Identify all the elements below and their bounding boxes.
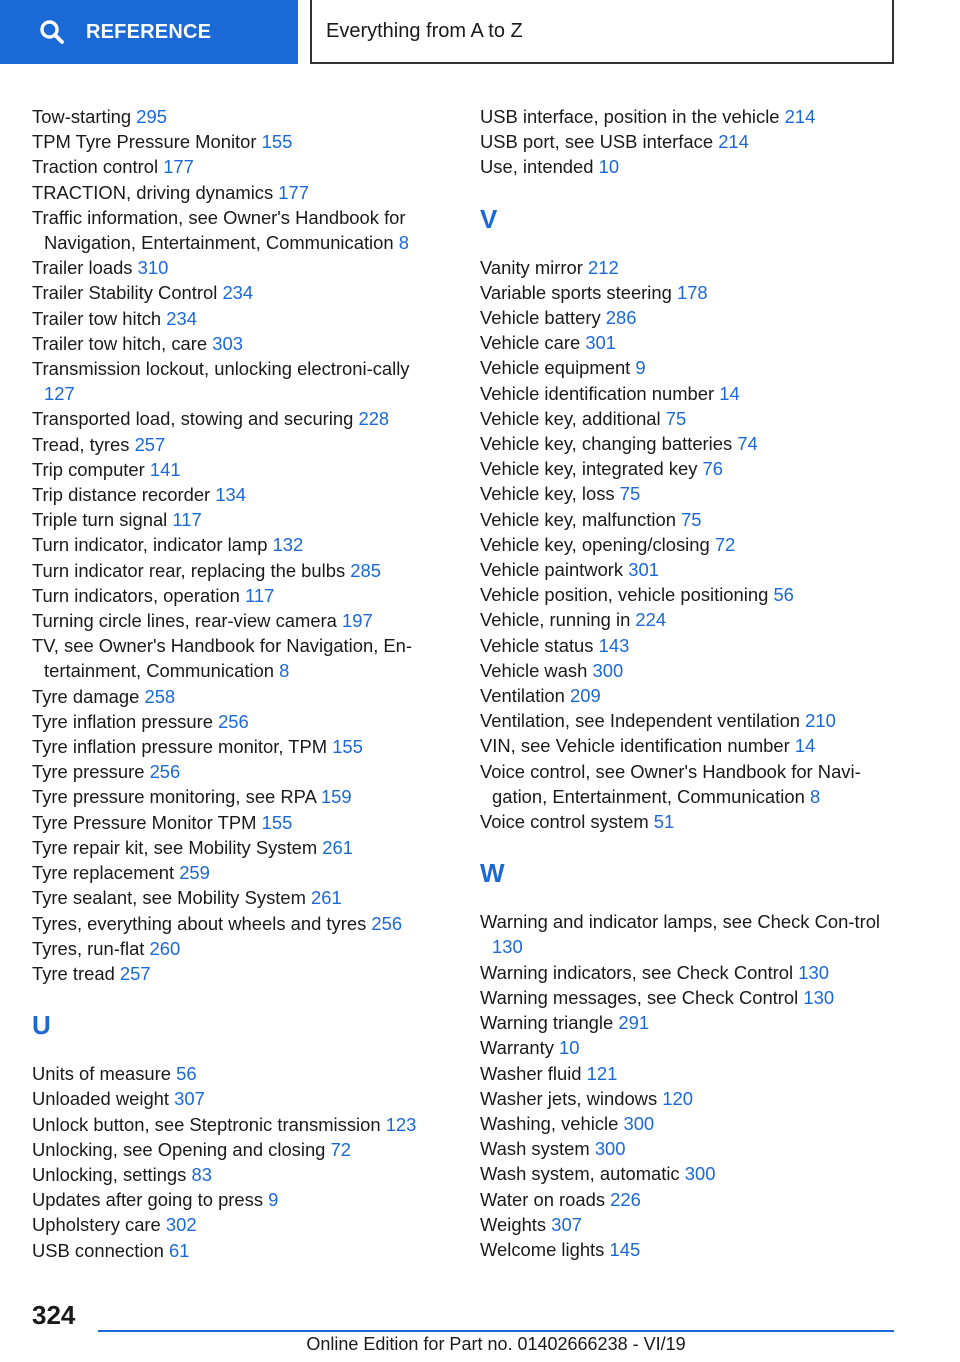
index-entry-text: Unlocking, see Opening and closing — [32, 1138, 326, 1160]
index-entry-text: Trip computer — [32, 458, 145, 480]
index-column-left — [32, 104, 442, 1263]
page-reference-link[interactable]: 295 — [136, 106, 167, 127]
index-entry — [32, 180, 442, 205]
page-reference-link[interactable]: 72 — [714, 533, 736, 555]
index-entry — [480, 809, 900, 834]
index-entry-text: Vehicle key, integrated key — [480, 458, 698, 480]
index-entry — [480, 355, 900, 380]
page-reference-link[interactable]: 301 — [585, 332, 616, 354]
index-entry — [32, 709, 442, 734]
index-entry-text: Tyre pressure — [32, 761, 145, 783]
page-reference-link[interactable]: 10 — [598, 156, 620, 178]
page-reference-link[interactable]: 130 — [798, 961, 829, 983]
page-reference-link[interactable]: 134 — [215, 484, 246, 506]
index-entry — [480, 1136, 900, 1161]
index-entry-text: Triple turn signal — [32, 509, 168, 531]
page-reference-link[interactable]: 257 — [119, 962, 151, 984]
page-reference-link[interactable]: 214 — [784, 106, 816, 127]
page-reference-link[interactable]: 212 — [588, 256, 619, 278]
index-entry — [32, 1137, 442, 1162]
index-entry — [32, 1212, 442, 1237]
index-entry — [32, 835, 442, 860]
footer-divider — [98, 1330, 894, 1332]
index-entry — [32, 911, 442, 936]
index-entry — [480, 1010, 900, 1035]
index-entry — [32, 1187, 442, 1212]
page-reference-link[interactable]: 303 — [212, 332, 243, 354]
index-entry — [480, 960, 900, 985]
page-reference-link[interactable]: 155 — [261, 131, 293, 153]
index-entry-text: Tyre sealant, see Mobility System — [32, 887, 306, 909]
index-entry — [480, 255, 900, 280]
index-entry — [480, 1086, 900, 1111]
page-reference-link[interactable]: 76 — [702, 458, 724, 480]
page-reference-link[interactable]: 83 — [191, 1163, 212, 1185]
index-entry-text: Wash system — [480, 1138, 590, 1160]
section-label: REFERENCE — [86, 20, 212, 43]
index-entry-text: Trip distance recorder — [32, 484, 211, 506]
page-reference-link[interactable]: 307 — [551, 1213, 582, 1235]
index-entry — [32, 129, 442, 154]
page-reference-link[interactable]: 256 — [218, 710, 249, 732]
index-entry-text: Tow-starting — [32, 106, 132, 127]
index-entry-text: Units of measure — [32, 1063, 172, 1085]
page-reference-link[interactable]: 300 — [592, 659, 624, 681]
index-entry-text: Warning triangle — [480, 1012, 614, 1034]
index-entry — [480, 481, 900, 506]
index-entry — [32, 1112, 442, 1137]
index-entry — [480, 633, 900, 658]
index-entry-text: Warning messages, see Check Control — [480, 986, 799, 1008]
index-entry — [480, 431, 900, 456]
chapter-title — [310, 0, 894, 64]
index-entry-text: Washing, vehicle — [480, 1112, 619, 1134]
index-entry — [32, 507, 442, 532]
page-reference-link[interactable]: 117 — [172, 509, 202, 531]
index-entry-text: Unlocking, settings — [32, 1163, 187, 1185]
index-entry — [480, 381, 900, 406]
index-letter-heading: U — [32, 1010, 51, 1041]
index-entry — [480, 759, 900, 809]
index-entry-text: Unlock button, see Steptronic transmission — [32, 1113, 381, 1135]
page-reference-link[interactable]: 177 — [278, 181, 309, 203]
section-tab[interactable] — [0, 0, 298, 64]
index-entry-text: USB interface, position in the vehicle — [480, 106, 780, 127]
page-reference-link[interactable]: 14 — [794, 735, 816, 757]
index-entry-text: Tyre repair kit, see Mobility System — [32, 836, 318, 858]
page-reference-link[interactable]: 75 — [665, 407, 687, 429]
page-reference-link[interactable]: 310 — [137, 257, 169, 279]
index-entry-text: Vehicle wash — [480, 659, 588, 681]
page-reference-link[interactable]: 75 — [681, 508, 702, 530]
page-reference-link[interactable]: 226 — [610, 1188, 641, 1210]
index-entry — [480, 406, 900, 431]
index-entry-text: Vehicle status — [480, 634, 594, 656]
index-entry — [480, 1061, 900, 1086]
index-entry-text: Tread, tyres — [32, 433, 130, 455]
page-reference-link[interactable]: 260 — [149, 937, 181, 959]
index-entry-text: Voice control system — [480, 811, 649, 833]
edition-note: Online Edition for Part no. 01402666238 - VI/19 — [306, 1334, 686, 1354]
index-entry-text: Trailer tow hitch, care — [32, 332, 208, 354]
index-entry — [480, 507, 900, 532]
index-entry — [480, 456, 900, 481]
page-reference-link[interactable]: 56 — [176, 1063, 197, 1085]
index-entry — [480, 582, 900, 607]
index-letter-heading: W — [480, 858, 505, 889]
index-entry-text: Tyre inflation pressure monitor, TPM — [32, 736, 328, 758]
index-entry-text: Upholstery care — [32, 1214, 161, 1236]
index-entry — [480, 557, 900, 582]
index-entry — [480, 1035, 900, 1060]
index-entry — [32, 558, 442, 583]
index-entry — [480, 909, 900, 959]
index-entry — [480, 1111, 900, 1136]
index-entry-text: Vehicle paintwork — [480, 559, 624, 581]
page-reference-link[interactable]: 261 — [322, 836, 353, 858]
page-reference-link[interactable]: 285 — [350, 559, 381, 581]
index-entry-text: Ventilation — [480, 685, 565, 707]
page-reference-link[interactable]: 9 — [268, 1189, 279, 1211]
index-entry-text: Vehicle position, vehicle positioning — [480, 584, 769, 606]
index-entry-text: Weights — [480, 1213, 547, 1235]
index-entry — [32, 306, 442, 331]
index-entry — [480, 708, 900, 733]
index-entry — [480, 683, 900, 708]
page-reference-link[interactable]: 178 — [676, 281, 708, 303]
index-entry — [480, 733, 900, 758]
page-reference-link[interactable]: 9 — [635, 357, 646, 379]
index-entry-text: Washer fluid — [480, 1062, 582, 1084]
page-reference-link[interactable]: 143 — [598, 634, 630, 656]
index-entry — [480, 985, 900, 1010]
index-entry — [32, 280, 442, 305]
index-entry-text: Tyre pressure monitoring, see RPA — [32, 786, 316, 808]
index-entry-text: Washer jets, windows — [480, 1087, 658, 1109]
search-icon — [38, 18, 66, 46]
index-entry-text: Warning and indicator lamps, see Check Con-trol — [480, 911, 881, 933]
page-reference-link[interactable]: 234 — [222, 282, 254, 304]
index-entry — [480, 129, 900, 154]
index-letter-heading: V — [480, 203, 498, 234]
index-entry — [32, 684, 442, 709]
index-entry — [32, 406, 442, 431]
index-entry-text: TPM Tyre Pressure Monitor — [32, 131, 257, 153]
page-reference-link[interactable]: 155 — [332, 736, 363, 758]
page-reference-link[interactable]: 72 — [330, 1138, 352, 1160]
index-entry — [32, 205, 442, 255]
page-reference-link[interactable]: 302 — [165, 1214, 197, 1236]
page-reference-link[interactable]: 127 — [44, 383, 75, 405]
page-reference-link[interactable]: 300 — [623, 1112, 655, 1134]
index-entry — [32, 608, 442, 633]
index-entry-text: Unloaded weight — [32, 1088, 170, 1110]
index-entry-text: Transported load, stowing and securing — [32, 408, 354, 430]
index-entry-text: Vehicle care — [480, 332, 581, 354]
index-entry — [32, 1086, 442, 1111]
page-reference-link[interactable]: 300 — [594, 1138, 626, 1160]
page-reference-link[interactable]: 120 — [662, 1087, 693, 1109]
index-entry-text: Vehicle key, opening/closing — [480, 533, 710, 555]
page-reference-link[interactable]: 117 — [244, 584, 275, 606]
index-entry — [480, 1212, 900, 1237]
index-entry-text: Voice control, see Owner's Handbook for Navi-gation, Entertainment, Communication — [480, 760, 861, 807]
index-entry-text: Vehicle battery — [480, 307, 601, 329]
index-entry — [480, 154, 900, 179]
index-entry — [480, 1237, 900, 1262]
page-reference-link[interactable]: 224 — [635, 609, 667, 631]
index-entry-text: Turn indicators, operation — [32, 584, 240, 606]
index-entry-text: Variable sports steering — [480, 281, 672, 303]
page-reference-link[interactable]: 209 — [570, 685, 601, 707]
index-entry — [32, 961, 442, 986]
index-entry — [32, 936, 442, 961]
index-entry-text: Traction control — [32, 156, 159, 178]
page-reference-link[interactable]: 8 — [279, 660, 290, 682]
index-entry — [480, 607, 900, 632]
index-entry — [32, 633, 442, 683]
index-entry-text: Tyre Pressure Monitor TPM — [32, 811, 257, 833]
page-reference-link[interactable]: 75 — [619, 483, 641, 505]
index-entry-text: Tyres, everything about wheels and tyres — [32, 912, 367, 934]
index-entry-text: Tyres, run-flat — [32, 937, 145, 959]
index-entry — [32, 432, 442, 457]
index-entry-text: Vehicle key, loss — [480, 483, 615, 505]
index-entry-text: Tyre inflation pressure — [32, 710, 213, 732]
page-reference-link[interactable]: 61 — [169, 1239, 190, 1261]
page-reference-link[interactable]: 132 — [272, 534, 304, 556]
page-reference-link[interactable]: 145 — [609, 1238, 641, 1260]
index-entry — [32, 331, 442, 356]
index-entry-text: Warranty — [480, 1037, 554, 1059]
page-reference-link[interactable]: 8 — [398, 232, 409, 254]
index-entry-text: Vehicle key, changing batteries — [480, 433, 733, 455]
index-entry-text: Use, intended — [480, 156, 594, 178]
page-reference-link[interactable]: 177 — [163, 156, 194, 178]
index-entry-text: Vehicle identification number — [480, 382, 715, 404]
index-entry-text: Welcome lights — [480, 1238, 605, 1260]
index-entry-text: Tyre tread — [32, 962, 115, 984]
page-reference-link[interactable]: 56 — [773, 584, 794, 606]
index-entry-text: Turn indicator, indicator lamp — [32, 534, 268, 556]
page-reference-link[interactable]: 256 — [371, 912, 403, 934]
index-entry-text: Trailer Stability Control — [32, 282, 218, 304]
page-reference-link[interactable]: 286 — [605, 307, 637, 329]
page-reference-link[interactable]: 197 — [342, 610, 373, 632]
index-entry-text: Tyre replacement — [32, 862, 175, 884]
index-entry-text: Transmission lockout, unlocking electroni-cally — [32, 358, 410, 380]
index-entry-text: TRACTION, driving dynamics — [32, 181, 274, 203]
index-entry-text: Updates after going to press — [32, 1189, 264, 1211]
page-reference-link[interactable]: 291 — [618, 1012, 650, 1034]
page-reference-link[interactable]: 130 — [492, 936, 523, 958]
index-entry-text: Trailer tow hitch — [32, 307, 162, 329]
index-entry — [32, 356, 442, 406]
page-reference-link[interactable]: 141 — [149, 458, 181, 480]
index-entry — [480, 280, 900, 305]
page-reference-link[interactable]: 256 — [149, 761, 181, 783]
index-entry — [32, 532, 442, 557]
index-entry — [32, 759, 442, 784]
index-entry-text: Vehicle equipment — [480, 357, 631, 379]
index-entry — [32, 583, 442, 608]
index-entry — [32, 1061, 442, 1086]
page-reference-link[interactable]: 301 — [628, 559, 659, 581]
index-entry — [32, 860, 442, 885]
page-number: 324 — [32, 1300, 76, 1330]
page-reference-link[interactable]: 159 — [320, 786, 352, 808]
page-reference-link[interactable]: 74 — [737, 433, 758, 455]
index-entry-text: Traffic information, see Owner's Handbook for Navigation, Entertainment, Communication — [32, 206, 406, 254]
index-entry-text: USB connection — [32, 1239, 164, 1261]
page-reference-link[interactable]: 228 — [358, 408, 390, 430]
index-entry-text: Ventilation, see Independent ventilation — [480, 710, 801, 732]
page-reference-link[interactable]: 130 — [803, 986, 835, 1008]
index-entry — [480, 104, 900, 129]
page-reference-link[interactable]: 8 — [809, 785, 821, 807]
index-entry-text: Vanity mirror — [480, 256, 583, 278]
index-entry-text: Turning circle lines, rear-view camera — [32, 610, 337, 632]
page-reference-link[interactable]: 155 — [261, 811, 293, 833]
index-entry — [32, 104, 442, 129]
index-entry — [32, 482, 442, 507]
page-reference-link[interactable]: 121 — [586, 1062, 618, 1084]
index-entry-text: Trailer loads — [32, 257, 133, 279]
page-reference-link[interactable]: 214 — [718, 131, 749, 153]
index-entry — [32, 154, 442, 179]
index-entry — [32, 1238, 442, 1263]
page-reference-link[interactable]: 259 — [179, 862, 210, 884]
index-entry — [32, 457, 442, 482]
page-reference-link[interactable]: 210 — [805, 710, 836, 732]
chapter-title-text: Everything from A to Z — [326, 19, 523, 42]
index-entry-text: Vehicle, running in — [480, 609, 631, 631]
index-entry-text: Tyre damage — [32, 685, 140, 707]
index-entry — [480, 1187, 900, 1212]
page-reference-link[interactable]: 257 — [134, 433, 166, 455]
index-entry — [32, 810, 442, 835]
index-entry — [32, 1162, 442, 1187]
index-entry — [480, 532, 900, 557]
index-entry — [32, 885, 442, 910]
page-reference-link[interactable]: 261 — [311, 887, 342, 909]
page-reference-link[interactable]: 300 — [684, 1163, 716, 1185]
index-entry-text: Warning indicators, see Check Control — [480, 961, 794, 983]
page-reference-link[interactable]: 234 — [166, 307, 197, 329]
index-entry-text: TV, see Owner's Handbook for Navigation, En-tertainment, Communication — [32, 635, 413, 682]
index-entry-text: Turn indicator rear, replacing the bulbs — [32, 559, 346, 581]
page-reference-link[interactable]: 307 — [174, 1088, 205, 1110]
index-entry-text: Vehicle key, malfunction — [480, 508, 676, 530]
index-entry-text: Water on roads — [480, 1188, 606, 1210]
page-reference-link[interactable]: 10 — [559, 1037, 580, 1059]
index-entry-text: VIN, see Vehicle identification number — [480, 735, 790, 757]
index-entry — [32, 784, 442, 809]
index-entry-text: Wash system, automatic — [480, 1163, 680, 1185]
page-reference-link[interactable]: 123 — [385, 1113, 417, 1135]
index-entry — [480, 330, 900, 355]
index-entry — [32, 734, 442, 759]
index-column-right — [480, 104, 900, 1262]
index-entry — [480, 1161, 900, 1186]
index-entry — [480, 658, 900, 683]
index-entry — [480, 305, 900, 330]
page-reference-link[interactable]: 14 — [719, 382, 740, 404]
index-entry-text: USB port, see USB interface — [480, 131, 714, 153]
index-entry — [32, 255, 442, 280]
page-reference-link[interactable]: 258 — [144, 685, 176, 707]
page-reference-link[interactable]: 51 — [653, 811, 675, 833]
index-entry-text: Vehicle key, additional — [480, 407, 661, 429]
